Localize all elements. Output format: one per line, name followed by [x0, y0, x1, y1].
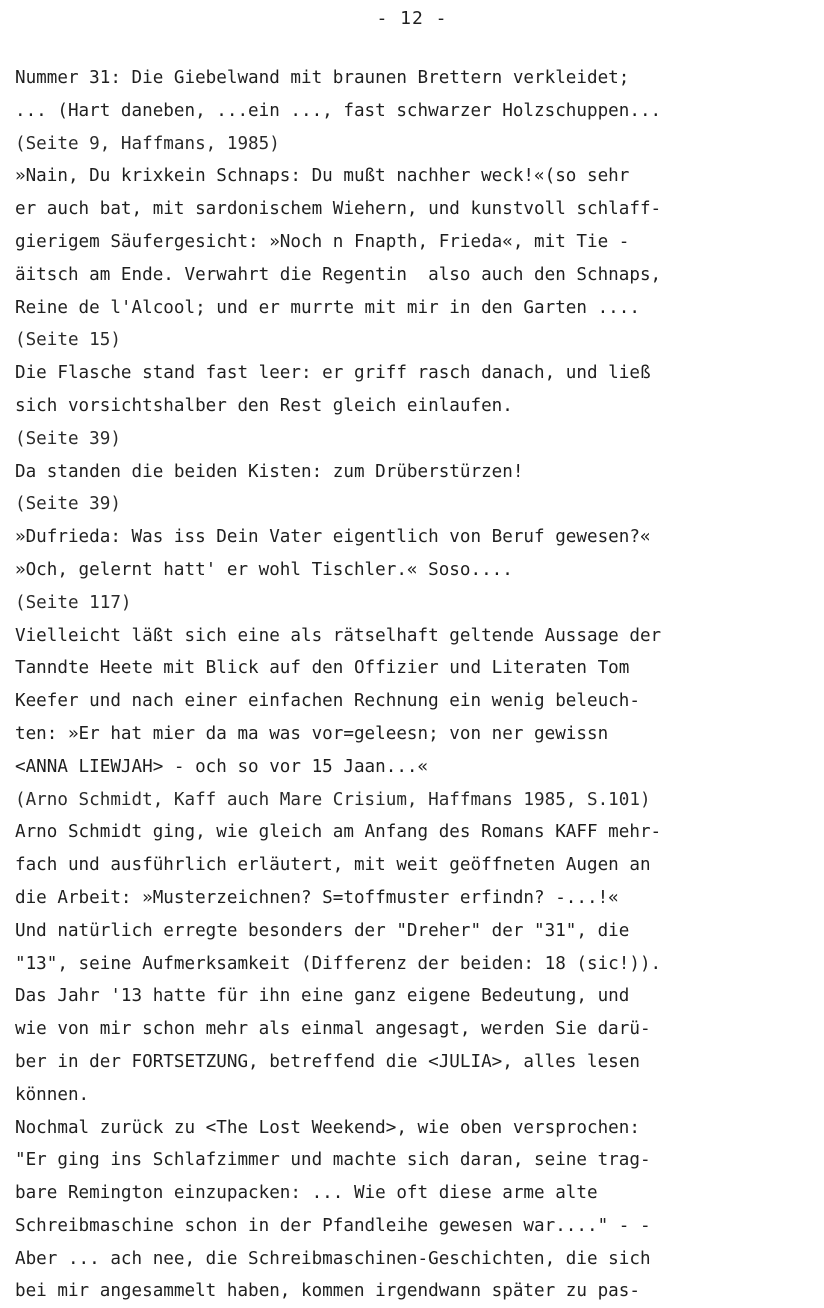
text-line: Arno Schmidt ging, wie gleich am Anfang des Romans KAFF mehr-: [15, 822, 662, 843]
text-line: Keefer und nach einer einfachen Rechnung ein wenig beleuch-: [15, 691, 640, 712]
text-line: »Och, gelernt hatt' er wohl Tischler.« Soso....: [15, 559, 513, 580]
citation-line: (Seite 39): [15, 494, 121, 515]
text-line: »Dufrieda: Was iss Dein Vater eigentlich von Beruf gewesen?«: [15, 527, 651, 548]
text-line: Vielleicht läßt sich eine als rätselhaft geltende Aussage der: [15, 625, 662, 646]
page-number: - 12 -: [376, 8, 448, 29]
text-line: können.: [15, 1084, 90, 1105]
text-line: ten: »Er hat mier da ma was vor=geleesn; von ner gewissn: [15, 723, 609, 744]
text-line: bei mir angesammelt haben, kommen irgendwann später zu pas-: [15, 1281, 640, 1302]
text-line: ber in der FORTSETZUNG, betreffend die <JULIA>, alles lesen: [15, 1051, 640, 1072]
citation-line: (Seite 39): [15, 428, 121, 449]
text-line: "Er ging ins Schlafzimmer und machte sich daran, seine trag-: [15, 1150, 651, 1171]
text-line: »Nain, Du krixkein Schnaps: Du mußt nachher weck!«(so sehr: [15, 166, 630, 187]
text-line: Die Flasche stand fast leer: er griff rasch danach, und ließ: [15, 363, 651, 384]
citation-line: (Seite 117): [15, 592, 132, 613]
text-line: <ANNA LIEWJAH> - och so vor 15 Jaan...«: [15, 756, 429, 777]
text-line: sich vorsichtshalber den Rest gleich einlaufen.: [15, 395, 513, 416]
citation-line: (Seite 15): [15, 330, 121, 351]
text-line: äitsch am Ende. Verwahrt die Regentin also auch den Schnaps,: [15, 264, 662, 285]
text-line: Nochmal zurück zu <The Lost Weekend>, wie oben versprochen:: [15, 1117, 640, 1138]
text-line: Schreibmaschine schon in der Pfandleihe gewesen war...." - -: [15, 1215, 651, 1236]
text-line: ... (Hart daneben, ...ein ..., fast schwarzer Holzschuppen...: [15, 100, 662, 121]
text-line: wie von mir schon mehr als einmal angesagt, werden Sie darü-: [15, 1019, 651, 1040]
text-line: Reine de l'Alcool; und er murrte mit mir in den Garten ....: [15, 297, 640, 318]
text-line: die Arbeit: »Musterzeichnen? S=toffmuster erfindn? -...!«: [15, 887, 619, 908]
text-line: Aber ... ach nee, die Schreibmaschinen-Geschichten, die sich: [15, 1248, 651, 1269]
citation-line: (Arno Schmidt, Kaff auch Mare Crisium, Haffmans 1985, S.101): [15, 789, 651, 810]
text-line: fach und ausführlich erläutert, mit weit geöffneten Augen an: [15, 855, 651, 876]
body-text: [15, 62, 815, 1308]
text-line: Nummer 31: Die Giebelwand mit braunen Brettern verkleidet;: [15, 68, 630, 88]
text-line: Das Jahr '13 hatte für ihn eine ganz eigene Bedeutung, und: [15, 986, 630, 1007]
text-line: "13", seine Aufmerksamkeit (Differenz der beiden: 18 (sic!)).: [15, 953, 662, 974]
text-line: bare Remington einzupacken: ... Wie oft diese arme alte: [15, 1183, 598, 1204]
text-line: Tanndte Heete mit Blick auf den Offizier und Literaten Tom: [15, 658, 630, 679]
text-line: er auch bat, mit sardonischem Wiehern, und kunstvoll schlaff-: [15, 199, 662, 220]
text-line: Da standen die beiden Kisten: zum Drüberstürzen!: [15, 461, 524, 482]
citation-line: (Seite 9, Haffmans, 1985): [15, 133, 280, 154]
text-line: Und natürlich erregte besonders der "Dreher" der "31", die: [15, 920, 630, 941]
text-line: gierigem Säufergesicht: »Noch n Fnapth, Frieda«, mit Tie -: [15, 231, 630, 252]
